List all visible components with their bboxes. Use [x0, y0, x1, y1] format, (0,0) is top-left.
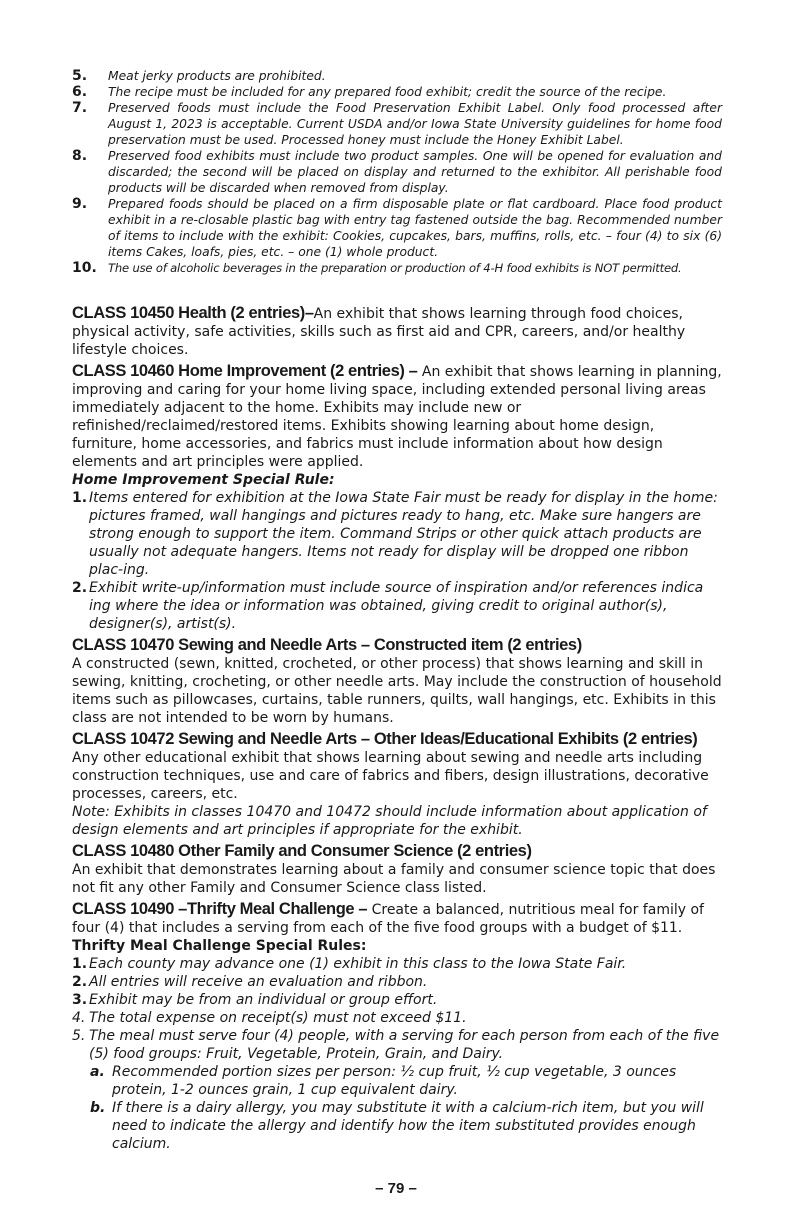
class-10450-description: An exhibit that shows learning through food choices, physical activity, safe activities, skills such as first aid and CPR, careers, and/or healthy lifestyle choices. — [72, 306, 686, 358]
rule-item — [72, 196, 722, 260]
sub-list-text: If there is a dairy allergy, you may substitute it with a calcium-rich item, but you will need to indicate the allergy and identify how the item substituted provides enough calcium. — [112, 1100, 704, 1152]
class-10490-section — [72, 900, 722, 937]
class-10480-description: An exhibit that demonstrates learning about a family and consumer science topic that does not fit any other Family and Consumer Science class listed. — [72, 862, 716, 896]
home-improvement-special-rule-title: Home Improvement Special Rule: — [72, 472, 335, 488]
rule-number: 9. — [72, 196, 88, 212]
sub-list-letter: b. — [90, 1100, 106, 1116]
rule-text: The recipe must be included for any prepared food exhibit; credit the source of the recipe. — [108, 85, 667, 99]
rule-text: Meat jerky products are prohibited. — [108, 69, 326, 83]
list-number: 5. — [72, 1028, 86, 1044]
list-number: 3. — [72, 992, 88, 1008]
list-item — [72, 1009, 722, 1027]
rule-number: 6. — [72, 84, 88, 100]
list-text: All entries will receive an evaluation and ribbon. — [89, 974, 428, 990]
rule-text: Preserved food exhibits must include two product samples. One will be opened for evaluation and discarded; the second will be placed on display and returned to the exhibitor. All perishable food products will be discarded when removed from display. — [108, 149, 722, 195]
rule-number: 10. — [72, 260, 97, 276]
list-item — [72, 489, 722, 579]
list-item — [72, 579, 722, 633]
list-number: 4. — [72, 1010, 86, 1026]
list-item — [72, 955, 722, 973]
list-item — [72, 973, 722, 991]
thrifty-meal-special-rules-title: Thrifty Meal Challenge Special Rules: — [72, 938, 367, 954]
page-number: – 79 – — [375, 1180, 417, 1197]
rule-number: 8. — [72, 148, 88, 164]
class-10490-heading: CLASS 10490 –Thrifty Meal Challenge – — [72, 900, 368, 918]
class-10480-heading: CLASS 10480 Other Family and Consumer Science (2 entries) — [72, 842, 532, 860]
class-10490-description: Create a balanced, nutritious meal for family of four (4) that includes a serving from each of the five food groups with a budget of $11. — [72, 902, 704, 936]
rule-item — [72, 68, 722, 84]
list-item — [72, 991, 722, 1009]
list-text: Each county may advance one (1) exhibit in this class to the Iowa State Fair. — [89, 956, 627, 972]
list-text: Exhibit may be from an individual or group effort. — [89, 992, 438, 1008]
sub-list-text: Recommended portion sizes per person: ½ cup fruit, ½ cup vegetable, 3 ounces protein, 1-2 ounces grain, 1 cup equivalent dairy. — [112, 1064, 677, 1098]
class-10450-heading: CLASS 10450 Health (2 entries)– — [72, 304, 314, 322]
list-number: 2. — [72, 974, 88, 990]
list-text: Exhibit write-up/information must include source of inspiration and/or references indica ing where the idea or information was obtained, giving credit to original author(s), designer(s), artist(s). — [89, 580, 704, 632]
class-10460-section — [72, 362, 722, 471]
sub-list-item — [72, 1063, 722, 1099]
list-item — [72, 1027, 722, 1063]
rule-text: The use of alcoholic beverages in the preparation or production of 4-H food exhibits is NOT permitted. — [108, 261, 682, 275]
class-10470-description: A constructed (sewn, knitted, crocheted, or other process) that shows learning and skill in sewing, knitting, crocheting, or other needle arts. May include the construction of household items such as pillowcases, curtains, table runners, quilts, wall hangings, etc. Exhibits in this class are not intended to be worn by humans. — [72, 656, 722, 726]
list-number: 2. — [72, 580, 88, 596]
class-10470-heading: CLASS 10470 Sewing and Needle Arts – Constructed item (2 entries) — [72, 636, 582, 654]
rule-text: Prepared foods should be placed on a firm disposable plate or flat cardboard. Place food product exhibit in a re-closable plastic bag with entry tag fastened outside the bag. Recommended number of items to include with the exhibit: Cookies, cupcakes, bars, muffins, rolls, etc. – four (4) to six (6) items Cakes, loafs, pies, etc. – one (1) whole product. — [108, 197, 722, 259]
rule-item — [72, 148, 722, 196]
list-number: 1. — [72, 956, 88, 972]
class-10450-section — [72, 304, 722, 359]
class-10472-note: Note: Exhibits in classes 10470 and 10472 should include information about application of design elements and art principles if appropriate for the exhibit. — [72, 804, 707, 838]
sub-list-item — [72, 1099, 722, 1153]
class-10460-description: An exhibit that shows learning in planning, improving and caring for your home living space, including extended personal living areas immediately adjacent to the home. Exhibits may include new or refinished/reclaimed/restored items. Exhibits showing learning about home design, furniture, home accessories, and fabrics must include information about how design elements and art principles were applied. — [72, 364, 722, 470]
list-number: 1. — [72, 490, 88, 506]
rule-item — [72, 100, 722, 148]
rule-text: Preserved foods must include the Food Preservation Exhibit Label. Only food processed after August 1, 2023 is acceptable. Current USDA and/or Iowa State University guidelines for home food preservation must be used. Processed honey must include the Honey Exhibit Label. — [108, 101, 722, 147]
list-text: The total expense on receipt(s) must not exceed $11. — [89, 1010, 467, 1026]
rule-item — [72, 260, 722, 276]
numbered-rules-list — [72, 68, 722, 276]
class-10472-heading: CLASS 10472 Sewing and Needle Arts – Other Ideas/Educational Exhibits (2 entries) — [72, 730, 698, 748]
list-text: Items entered for exhibition at the Iowa State Fair must be ready for display in the home: pictures framed, wall hangings and pictures ready to hang, etc. Make sure hangers are strong enough to support the item. Command Strips or other quick attach products are usually not adequate hangers. Items not ready for display will be dropped one ribbon plac-ing. — [89, 490, 718, 578]
class-10472-description: Any other educational exhibit that shows learning about sewing and needle arts including construction techniques, use and care of fabrics and fibers, design illustrations, decorative processes, careers, etc. — [72, 750, 709, 802]
rule-item — [72, 84, 722, 100]
list-text: The meal must serve four (4) people, with a serving for each person from each of the five (5) food groups: Fruit, Vegetable, Protein, Grain, and Dairy. — [89, 1028, 720, 1062]
rule-number: 7. — [72, 100, 88, 116]
class-10460-heading: CLASS 10460 Home Improvement (2 entries) – — [72, 362, 418, 380]
sub-list-letter: a. — [90, 1064, 105, 1080]
page-content — [72, 68, 722, 1153]
rule-number: 5. — [72, 68, 88, 84]
